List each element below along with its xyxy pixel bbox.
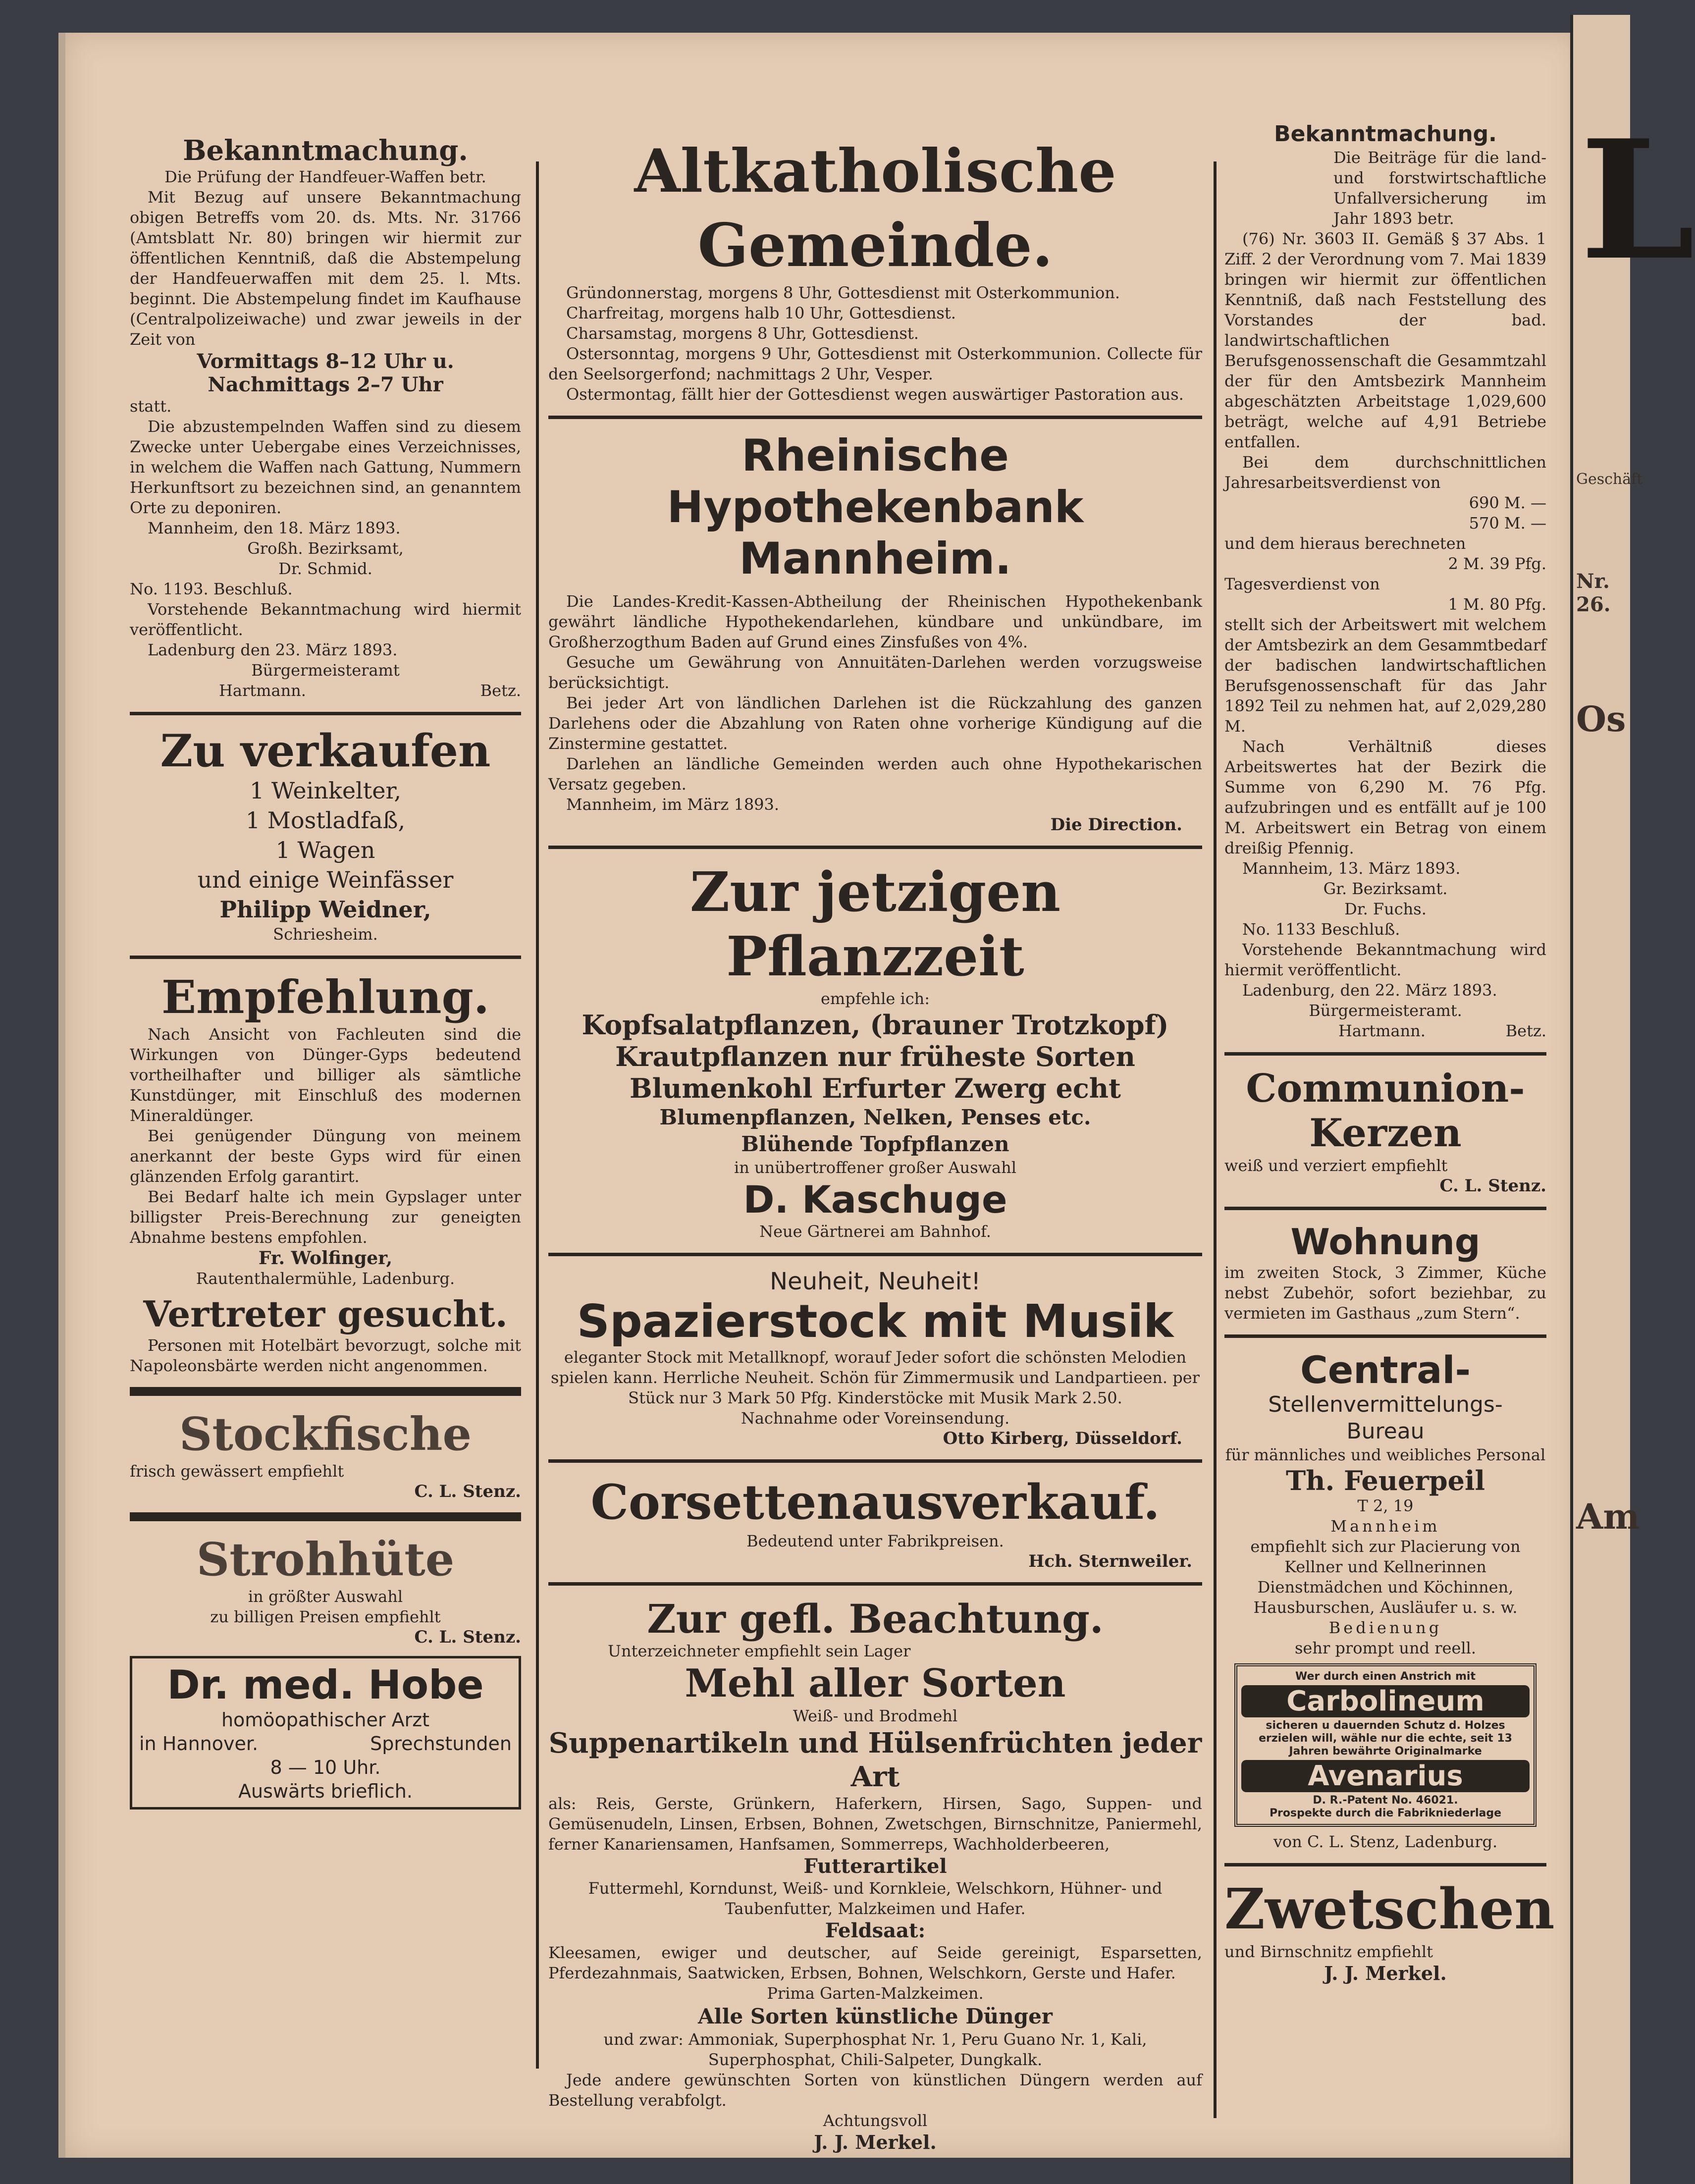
signature: Fr. Wolfinger, (258, 1248, 393, 1269)
time-morning: Vormittags 8–12 Uhr u. (197, 350, 454, 373)
text-fragment: Am (1576, 1496, 1640, 1537)
divider (548, 1459, 1202, 1463)
signature: Hch. Sternweiler. (1028, 1551, 1192, 1571)
subheadline: Suppenartikeln und Hülsenfrüchten jeder Art (548, 1727, 1202, 1793)
service-line: Charsamstag, morgens 8 Uhr, Gottesdienst. (566, 324, 919, 343)
brand-name: Avenarius (1241, 1760, 1530, 1792)
body-text: Prima Garten-Malzkeimen. (767, 1984, 984, 2003)
body-text: Prospekte durch die Fabrikniederlage (1269, 1807, 1502, 1819)
body-text: weiß und verziert empfiehlt (1224, 1156, 1448, 1175)
headline: Mannheim. (739, 533, 1011, 584)
vendor-name: D. Kaschuge (743, 1177, 1007, 1222)
value: 2 M. 39 Pfg. (1448, 554, 1546, 573)
divider (1224, 1052, 1546, 1056)
subheadline: Futterartikel (803, 1855, 947, 1878)
ad-stellenvermittelung (1224, 1349, 1546, 1658)
divider (130, 956, 521, 959)
ad-handfeuerwaffen (130, 134, 521, 701)
signature: C. L. Stenz. (414, 1627, 521, 1647)
sale-item: 1 Wagen (275, 837, 375, 863)
plant-item: Blumenkohl Erfurter Zwerg echt (630, 1072, 1121, 1104)
body-text: Jede andere gewünschten Sorten von künstlichen Düngern werden auf Bestellung verabfolgt. (548, 2071, 1202, 2110)
body-text: Wer durch einen Anstrich mit (1295, 1670, 1476, 1683)
office: Gr. Bezirksamt. (1323, 879, 1448, 898)
body-text: sehr prompt und reell. (1294, 1639, 1477, 1657)
divider (548, 846, 1202, 849)
ad-altkatholische-gemeinde (548, 134, 1202, 405)
body-text: sicheren u dauernden Schutz d. Holzes erzielen will, wähle nur die echte, seit 13 Jahren bewährte Originalmarke (1259, 1719, 1512, 1758)
signature: Betz. (1505, 1021, 1546, 1040)
text-fragment: Nr. 26. (1576, 570, 1611, 616)
body-text: Bedienung (1328, 1618, 1442, 1637)
body-text: im zweiten Stock, 3 Zimmer, Küche nebst Zubehör, sofort beziehbar, zu vermieten im Gasthaus „zum Stern“. (1224, 1263, 1546, 1323)
body-text: Sprechstunden (370, 1733, 512, 1755)
signature: Dr. Schmid. (278, 559, 372, 578)
body-text: Kleesamen, ewiger und deutscher, auf Seide gereinigt, Esparsetten, Pferdezahnmais, Saatwicken, Erbsen, Bohnen, Welschkorn, Gerste und Hafer. (548, 1943, 1202, 1982)
body-text: homöopathischer Arzt (221, 1709, 430, 1731)
body-text: Weiß- und Brodmehl (793, 1706, 958, 1725)
body-text: Auswärts brieflich. (238, 1780, 413, 1802)
subheadline: Feldsaat: (825, 1919, 926, 1942)
body-text: 8 — 10 Uhr. (270, 1757, 381, 1778)
time-afternoon: Nachmittags 2–7 Uhr (208, 373, 443, 396)
divider (548, 416, 1202, 419)
decision-nr: No. 1193. Beschluß. (130, 580, 293, 598)
address: T 2, 19 (1357, 1496, 1414, 1515)
body-text: Die abzustempelnden Waffen sind zu diesem Zwecke unter Uebergabe eines Verzeichnisses, in welchem die Waffen nach Gattung, Nummern Herkunftsort zu bezeichnen sind, an genanntem Orte zu deponiren. (130, 417, 521, 517)
divider (548, 1582, 1202, 1586)
body-text: Gesuche um Gewährung von Annuitäten-Darlehen werden vorzugsweise berücksichtigt. (548, 653, 1202, 692)
body-text: Vorstehende Bekanntmachung wird hiermit veröffentlicht. (130, 600, 521, 639)
sale-item: 1 Mostladfaß, (245, 807, 406, 834)
signature: C. L. Stenz. (414, 1482, 521, 1501)
ad-hypothekenbank (548, 430, 1202, 835)
sale-item: 1 Weinkelter, (249, 777, 402, 804)
headline: Altkatholische Gemeinde. (634, 136, 1116, 280)
proprietor-name: Th. Feuerpeil (1286, 1465, 1485, 1496)
headline: Zur gefl. Beachtung. (647, 1596, 1104, 1642)
masthead-fragment: L (1580, 104, 1695, 296)
ad-stockfische (130, 1407, 521, 1501)
body-text: Bei jeder Art von ländlichen Darlehen ist die Rückzahlung des ganzen Darlehens oder die Abzahlung von Raten ohne vorherige Kündigung auf die Zinstermine gestattet. (548, 693, 1202, 753)
body-text: Bei dem durchschnittlichen Jahresarbeitsverdienst von (1224, 453, 1546, 492)
subtitle: Die Beiträge für die land- und forstwirtschaftliche Unfallversicherung im Jahr 1893 betr. (1333, 148, 1546, 228)
body-text: zu billigen Preisen empfiehlt (210, 1607, 441, 1626)
service-line: Charfreitag, morgens halb 10 Uhr, Gottesdienst. (566, 304, 956, 322)
body-text: Personen mit Hotelbärt bevorzugt, solche mit Napoleonsbärte werden nicht angenommen. (130, 1336, 521, 1375)
body-text: und Birnschnitz empfiehlt (1224, 1942, 1433, 1961)
ad-beachtung (548, 1597, 1202, 2153)
plant-item: Kopfsalatpflanzen, (brauner Trotzkopf) (582, 1009, 1169, 1041)
headline: Zur jetzigen Pflanzzeit (689, 860, 1061, 988)
subheadline: Mehl aller Sorten (685, 1661, 1066, 1706)
subheadline: Alle Sorten künstliche Dünger (698, 2004, 1053, 2028)
body-text: frisch gewässert empfiehlt (130, 1462, 344, 1481)
body-text: Bei genügender Düngung von meinem anerkannt der beste Gyps wird für einen glänzenden Erfolg garantirt. (130, 1126, 521, 1186)
headline: Wohnung (1290, 1221, 1481, 1263)
body-text: Bei Bedarf halte ich mein Gypslager unter billigster Preis-Berechnung zur geneigten Abnahme bestens empfohlen. (130, 1187, 521, 1247)
signature: C. L. Stenz. (1439, 1176, 1546, 1196)
headline: Strohhüte (196, 1533, 455, 1586)
place-date: Mannheim, im März 1893. (566, 795, 780, 814)
ad-dr-hobe (130, 1656, 521, 1810)
headline: Corsettenausverkauf. (590, 1474, 1160, 1530)
patent: D. R.-Patent No. 46021. (1313, 1794, 1458, 1807)
closing: Achtungsvoll (823, 2111, 928, 2130)
office: Großh. Bezirksamt, (247, 539, 404, 558)
vendor-place: Neue Gärtnerei am Bahnhof. (759, 1222, 991, 1241)
body-text: Nach Verhältniß dieses Arbeitswertes hat der Bezirk die Summe von 6,290 M. 76 Pfg. aufzubringen und es entfällt auf je 100 M. Arbeitswert ein Betrag von einem dreißig Pfennig. (1224, 737, 1546, 857)
divider (130, 1512, 521, 1521)
ad-communion-kerzen (1224, 1066, 1546, 1196)
body-text: empfiehlt sich zur Placierung von Kellner und Kellnerinnen Dienstmädchen und Köchinnen, Hausburschen, Ausläufer u. s. w. (1250, 1537, 1521, 1617)
body-text: (76) Nr. 3603 II. Gemäß § 37 Abs. 1 Ziff. 2 der Verordnung vom 7. Mai 1839 bringen wir hiermit zur öffentlichen Kenntniß, daß nach Feststellung des Vorstandes der bad. landwirtschaftlichen Berufsgenossenschaft die Gesammtzahl der für den Amtsbezirk Mannheim abgeschätzten Arbeitstage 1,029,600 beträgt, welche auf 4,91 Betriebe entfallen. (1224, 229, 1546, 451)
divider (130, 712, 521, 715)
headline: Communion- (1246, 1066, 1525, 1111)
body-text: stellt sich der Arbeitswert mit welchem der Amtsbezirk an dem Gesammtbedarf der badischen landwirtschaftlichen Berufsgenossenschaft für das Jahr 1892 Teil zu nehmen hat, auf 2,029,280 M. (1224, 615, 1546, 736)
sale-item: und einige Weinfässer (197, 866, 454, 893)
headline: Empfehlung. (161, 970, 489, 1024)
headline: Vertreter gesucht. (143, 1293, 508, 1335)
headline: Bekanntmachung. (183, 134, 468, 167)
ad-wohnung (1224, 1221, 1546, 1324)
newspaper-page (58, 33, 1579, 2158)
place-date: Mannheim, 13. März 1893. (1242, 859, 1461, 878)
plant-item: Krautpflanzen nur früheste Sorten (615, 1041, 1135, 1072)
body-text: und zwar: Ammoniak, Superphosphat Nr. 1, Peru Guano Nr. 1, Kali, Superphosphat, Chili-Salpeter, Dungkalk. (603, 2030, 1147, 2069)
signature: Betz. (480, 681, 521, 700)
body-text: in größter Auswahl (248, 1587, 403, 1606)
ad-vertreter (130, 1293, 521, 1376)
body-text: Nach Ansicht von Fachleuten sind die Wirkungen von Dünger-Gyps bedeutend vortheilhafter und billiger als sämtliche Kunstdünger, mit Einschluß des modernen Mineraldünger. (130, 1025, 521, 1125)
signature: Die Direction. (1050, 815, 1182, 835)
seller-name: Philipp Weidner, (219, 896, 431, 923)
body-text: in Hannover. (139, 1733, 259, 1755)
headline: Zu verkaufen (160, 725, 491, 777)
office: Bürgermeisteramt (251, 661, 400, 680)
ad-strohhuete (130, 1532, 521, 1647)
decision-nr: No. 1133 Beschluß. (1242, 920, 1400, 939)
brand-name: Carbolineum (1241, 1685, 1530, 1717)
body-text: Unterzeichneter empfiehlt sein Lager (608, 1642, 911, 1660)
signature: Dr. Fuchs. (1344, 900, 1427, 918)
ad-spazierstock (548, 1267, 1202, 1448)
body-text: Mit Bezug auf unsere Bekanntmachung obigen Betreffs vom 20. ds. Mts. Nr. 31766 (Amtsblatt Nr. 80) bringen wir hiermit zur öffentlichen Kenntniß, daß die Abstempelung der Handfeuerwaffen mit dem 25. l. Mts. beginnt. Die Abstempelung findet im Kaufhause (Centralpolizeiwache) und zwar jeweils in der Zeit von (130, 188, 521, 349)
vendor: von C. L. Stenz, Ladenburg. (1273, 1832, 1498, 1851)
divider (130, 1387, 521, 1396)
office: Bürgermeisteramt. (1309, 1001, 1462, 1020)
headline: Bekanntmachung. (1274, 121, 1497, 147)
signature: Hartmann. (219, 681, 306, 700)
text-fragment: Geschäft (1576, 471, 1643, 488)
body-text: empfehle ich: (820, 989, 930, 1008)
body-text: Bedeutend unter Fabrikpreisen. (746, 1532, 1004, 1550)
ad-corsetten (548, 1474, 1202, 1571)
service-line: Ostersonntag, morgens 9 Uhr, Gottesdienst mit Osterkommunion. Collecte für den Seelsorgerfond; nachmittags 2 Uhr, Vesper. (548, 344, 1202, 383)
divider (1224, 1334, 1546, 1338)
headline: Central- (1300, 1348, 1471, 1392)
place-date: Mannheim, den 18. März 1893. (148, 519, 401, 537)
column-right (1224, 121, 1555, 1984)
body-text: als: Reis, Gerste, Grünkern, Haferkern, Hirsen, Sago, Suppen- und Gemüsenudeln, Linsen, Erbsen, Bohnen, Zwetschgen, Birnschnitze, Paniermehl, ferner Kanariensamen, Hanfsamen, Sommerreps, Wachholderbeeren, (548, 1794, 1202, 1854)
city: Mannheim (1330, 1517, 1440, 1536)
service-line: Ostermontag, fällt hier der Gottesdienst wegen auswärtiger Pastoration aus. (566, 385, 1184, 404)
body-text: Vorstehende Bekanntmachung wird hiermit veröffentlicht. (1224, 940, 1546, 979)
body-text: statt. (130, 397, 172, 416)
headline: Kerzen (1309, 1111, 1462, 1156)
subtitle: Die Prüfung der Handfeuer-Waffen betr. (164, 167, 486, 186)
place-date: Ladenburg den 23. März 1893. (148, 640, 398, 659)
ad-carbolineum (1234, 1663, 1536, 1827)
ad-zu-verkaufen (130, 726, 521, 945)
body-text: Tagesverdienst von (1224, 575, 1380, 593)
divider (1224, 1863, 1546, 1866)
body-text: für männliches und weibliches Personal (1225, 1445, 1546, 1464)
signature-place: Rautenthalermühle, Ladenburg. (196, 1269, 455, 1288)
ad-pflanzzeit (548, 860, 1202, 1242)
body-text: Darlehen an ländliche Gemeinden werden auch ohne Hypothekarischen Versatz gegeben. (548, 754, 1202, 794)
value: 570 M. — (1469, 514, 1546, 533)
body-text: Nachnahme oder Voreinsendung. (741, 1409, 1010, 1428)
divider (548, 1253, 1202, 1256)
plant-item: Blühende Topfpflanzen (741, 1132, 1009, 1156)
body-text: in unübertroffener großer Auswahl (734, 1158, 1016, 1177)
headline: Spazierstock mit Musik (577, 1295, 1174, 1348)
place-date: Ladenburg, den 22. März 1893. (1242, 981, 1497, 1000)
adjacent-page-edge (1570, 15, 1695, 2184)
headline: Stockfische (179, 1407, 472, 1461)
signature: J. J. Merkel. (1324, 1962, 1447, 1984)
ad-unfallversicherung (1224, 121, 1546, 1041)
seller-place: Schriesheim. (273, 925, 378, 944)
body-text: eleganter Stock mit Metallknopf, worauf Jeder sofort die schönsten Melodien spielen kann. Herrliche Neuheit. Schön für Zimmermusik und Landpartieen. per Stück nur 3 Mark 50 Pfg. Kinderstöcke mit Musik Mark 2.50. (551, 1348, 1200, 1407)
body-text: Futtermehl, Korndunst, Weiß- und Kornkleie, Welschkorn, Hühner- und Taubenfutter, Malzkeimen und Hafer. (588, 1879, 1163, 1918)
service-line: Gründonnerstag, morgens 8 Uhr, Gottesdienst mit Osterkommunion. (566, 283, 1120, 302)
ad-zwetschen (1224, 1877, 1555, 1984)
headline: Rheinische Hypothekenbank (667, 430, 1084, 533)
column-rule-left (536, 161, 539, 2069)
headline: Zwetschen (1224, 1877, 1555, 1942)
value: 690 M. — (1469, 493, 1546, 512)
value: 1 M. 80 Pfg. (1448, 595, 1546, 614)
body-text: und dem hieraus berechneten (1224, 534, 1466, 553)
signature: Otto Kirberg, Düsseldorf. (943, 1429, 1182, 1448)
column-middle (548, 134, 1202, 2153)
divider (1224, 1207, 1546, 1210)
text-fragment: Os (1576, 698, 1626, 740)
subheadline: Stellenvermittelungs- (1268, 1392, 1503, 1417)
signature: J. J. Merkel. (814, 2131, 937, 2153)
column-rule-right (1214, 161, 1217, 2118)
column-left (130, 134, 521, 1810)
body-text: Die Landes-Kredit-Kassen-Abtheilung der Rheinischen Hypothekenbank gewährt ländliche Hypothekendarlehen, kündbare und unkündbare, im Großherzogthum Baden auf Grund eines Zinsfußes von 4%. (548, 592, 1202, 651)
headline: Dr. med. Hobe (167, 1662, 484, 1708)
subheadline: Bureau (1346, 1419, 1425, 1444)
plant-item: Blumenpflanzen, Nelken, Penses etc. (659, 1105, 1091, 1129)
kicker: Neuheit, Neuheit! (770, 1268, 981, 1295)
ad-empfehlung (130, 970, 521, 1289)
signature: Hartmann. (1338, 1021, 1426, 1040)
